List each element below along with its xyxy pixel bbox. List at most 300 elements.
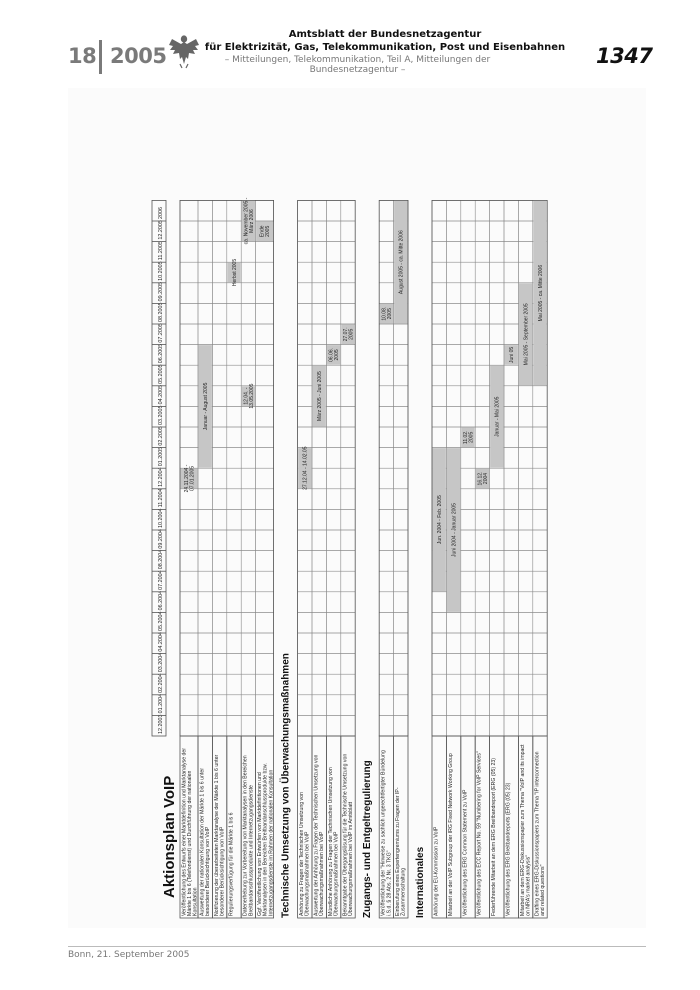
timeline-bar-label: 2005 (348, 328, 355, 340)
grid-cell (518, 262, 532, 283)
row-text-2-1: Zusammenschaltung (400, 867, 407, 916)
grid-cell (212, 386, 226, 407)
grid-cell (432, 365, 446, 386)
grid-cell (180, 509, 198, 530)
grid-cell (475, 530, 489, 551)
row-text-3-3: Veröffentlichung des ECC Report No. 59 "Numbering for VoIP Services" (476, 751, 483, 916)
grid-cell (518, 612, 532, 633)
grid-cell (241, 468, 255, 489)
grid-cell (461, 509, 475, 530)
row-text-2-1: Einberufung eines Expertengremiums zu Fragen der IP- (395, 787, 402, 916)
grid-cell (533, 715, 547, 736)
grid-cell (298, 221, 312, 242)
grid-cell (198, 509, 212, 530)
grid-cell (312, 221, 326, 242)
timeline-bar-label: Juni 05 (509, 346, 515, 363)
grid-cell (394, 695, 408, 716)
timeline-bar-label: 07.01.2005 (189, 465, 196, 492)
grid-cell (394, 509, 408, 530)
grid-cell (198, 571, 212, 592)
month-header-06.2005: 06.2005 (158, 343, 164, 364)
grid-cell (256, 365, 274, 386)
grid-cell (227, 571, 241, 592)
grid-cell (379, 551, 393, 572)
row-text-1-0: Anhörung zu Fragen der Technischen Umsetzung von (299, 792, 306, 916)
grid-cell (198, 654, 212, 675)
month-header-05.2004: 05.2004 (158, 611, 164, 631)
grid-cell (341, 200, 355, 221)
grid-cell (227, 386, 241, 407)
grid-cell (379, 345, 393, 366)
grid-cell (212, 200, 226, 221)
grid-cell (227, 530, 241, 551)
grid-cell (298, 262, 312, 283)
grid-cell (312, 551, 326, 572)
grid-cell (518, 427, 532, 448)
grid-cell (533, 551, 547, 572)
grid-cell (446, 283, 460, 304)
grid-cell (446, 695, 460, 716)
grid-cell (341, 468, 355, 489)
grid-cell (379, 509, 393, 530)
grid-cell (298, 592, 312, 613)
row-text-0-2: Notifizierung der überarbeiteten Marktanalyse der Märkte 1 bis 6 unter (213, 754, 220, 916)
grid-cell (341, 345, 355, 366)
grid-cell (432, 715, 446, 736)
row-text-3-7: and related questions" (539, 864, 546, 916)
grid-cell (212, 303, 226, 324)
row-text-0-5: Ggf. Veröffentlichung von Entwürfen von Marktdefinitionen und (257, 772, 264, 916)
grid-cell (504, 283, 518, 304)
grid-cell (180, 571, 198, 592)
journal-title-line2: für Elektrizität, Gas, Telekommunikation, Post und Eisenbahnen (204, 41, 566, 53)
grid-cell (180, 283, 198, 304)
grid-cell (432, 674, 446, 695)
grid-cell (490, 489, 504, 510)
grid-cell (461, 365, 475, 386)
grid-cell (341, 530, 355, 551)
timeline-bar-label: 13.05.2005 (248, 383, 255, 409)
timeline-bar-label: Mai 2005 - September 2005 (523, 303, 530, 366)
grid-cell (518, 654, 532, 675)
grid-cell (504, 489, 518, 510)
grid-cell (298, 674, 312, 695)
row-text-1-3: Überwachungsmaßnahmen bei VoIP im Amtsblatt (347, 801, 354, 916)
grid-cell (212, 633, 226, 654)
grid-cell (461, 715, 475, 736)
grid-cell (256, 406, 274, 427)
month-header-12.2004: 12.2004 (158, 467, 164, 487)
grid-cell (241, 715, 255, 736)
grid-cell (312, 303, 326, 324)
month-header-10.2005: 10.2005 (158, 261, 164, 281)
grid-cell (256, 283, 274, 304)
grid-cell (475, 406, 489, 427)
grid-cell (504, 592, 518, 613)
grid-cell (394, 530, 408, 551)
grid-cell (394, 386, 408, 407)
grid-cell (212, 674, 226, 695)
grid-cell (312, 633, 326, 654)
grid-cell (256, 571, 274, 592)
row-text-2-0: i.S.d. § 28 Abs. 2 Nr. 3 TKG" (386, 850, 393, 916)
grid-cell (227, 551, 241, 572)
grid-cell (504, 448, 518, 469)
grid-cell (341, 715, 355, 736)
grid-cell (227, 406, 241, 427)
grid-cell (432, 386, 446, 407)
grid-cell (326, 365, 340, 386)
action-plan-table (68, 88, 646, 928)
grid-cell (446, 633, 460, 654)
grid-cell (446, 365, 460, 386)
grid-cell (312, 571, 326, 592)
grid-cell (180, 695, 198, 716)
grid-cell (326, 303, 340, 324)
grid-cell (394, 571, 408, 592)
grid-cell (180, 633, 198, 654)
grid-cell (298, 612, 312, 633)
grid-cell (461, 200, 475, 221)
row-text-0-5: Internetzugangsdienste im Rahmen der nationalen Konsultation (268, 769, 275, 916)
grid-cell (461, 324, 475, 345)
grid-cell (241, 633, 255, 654)
grid-cell (504, 406, 518, 427)
month-header-03.2005: 03.2005 (158, 405, 164, 425)
grid-cell (518, 200, 532, 221)
grid-cell (198, 551, 212, 572)
grid-cell (298, 283, 312, 304)
grid-cell (475, 365, 489, 386)
grid-cell (461, 489, 475, 510)
grid-cell (533, 448, 547, 469)
grid-cell (241, 324, 255, 345)
timeline-bar-label: Januar - August 2005 (203, 382, 209, 431)
grid-cell (326, 612, 340, 633)
grid-cell (490, 654, 504, 675)
month-header-11.2004: 11.2004 (158, 488, 164, 508)
grid-cell (227, 674, 241, 695)
grid-cell (475, 386, 489, 407)
month-header-09.2005: 09.2005 (158, 281, 164, 302)
timeline-bar-label: Mai 2005 - ca. Mitte 2006 (537, 264, 544, 322)
row-text-0-5: Marktanalysen in den Bereichen Breitbandanschlussprodukte bzw. (262, 763, 269, 916)
grid-cell (241, 303, 255, 324)
grid-cell (490, 612, 504, 633)
grid-cell (518, 695, 532, 716)
grid-cell (212, 448, 226, 469)
grid-cell (198, 242, 212, 263)
grid-cell (326, 551, 340, 572)
page-number: 1347 (596, 44, 653, 68)
grid-cell (379, 221, 393, 242)
grid-cell (379, 674, 393, 695)
grid-cell (475, 654, 489, 675)
grid-cell (198, 592, 212, 613)
grid-cell (446, 242, 460, 263)
grid-cell (504, 715, 518, 736)
grid-cell (212, 324, 226, 345)
grid-cell (394, 715, 408, 736)
grid-cell (341, 242, 355, 263)
grid-cell (518, 242, 532, 263)
grid-cell (326, 468, 340, 489)
grid-cell (227, 448, 241, 469)
grid-cell (312, 283, 326, 304)
grid-cell (504, 365, 518, 386)
row-text-1-3: Bekanntgabe der Übergangslösung für die Technische Umsetzung von (342, 753, 349, 916)
grid-cell (298, 551, 312, 572)
grid-cell (504, 221, 518, 242)
grid-cell (446, 406, 460, 427)
grid-cell (312, 324, 326, 345)
grid-cell (241, 592, 255, 613)
grid-cell (326, 448, 340, 469)
row-text-0-3: Regulierungsverfügung für die Märkte 1 bis 6 (228, 812, 235, 916)
grid-cell (227, 221, 241, 242)
grid-cell (446, 674, 460, 695)
grid-cell (490, 324, 504, 345)
grid-cell (341, 695, 355, 716)
timeline-bar-label: 27.12.04 - 14.02.05 (302, 446, 309, 490)
grid-cell (212, 221, 226, 242)
grid-cell (446, 221, 460, 242)
grid-cell (475, 303, 489, 324)
grid-cell (475, 283, 489, 304)
grid-cell (379, 386, 393, 407)
grid-cell (461, 571, 475, 592)
timeline-bar-label: August 2005 - ca. Mitte 2006 (398, 230, 405, 295)
grid-cell (256, 200, 274, 221)
row-text-1-1: Überwachungsmaßnahmen bei VoIP (319, 831, 326, 916)
grid-cell (461, 695, 475, 716)
grid-cell (312, 612, 326, 633)
grid-cell (394, 406, 408, 427)
grid-cell (518, 448, 532, 469)
month-header-04.2004: 04.2004 (158, 632, 164, 652)
grid-cell (379, 283, 393, 304)
month-header-12.2005: 12.2005 (158, 220, 164, 240)
grid-cell (432, 592, 446, 613)
timeline-bar-label: 2005 (468, 431, 475, 443)
grid-cell (461, 592, 475, 613)
grid-cell (326, 571, 340, 592)
grid-cell (504, 530, 518, 551)
timeline-bar-label: 16.12. (477, 471, 484, 486)
grid-cell (475, 345, 489, 366)
grid-cell (198, 633, 212, 654)
grid-cell (341, 448, 355, 469)
grid-cell (432, 633, 446, 654)
grid-cell (533, 509, 547, 530)
grid-cell (180, 551, 198, 572)
grid-cell (298, 345, 312, 366)
grid-cell (461, 262, 475, 283)
grid-cell (490, 303, 504, 324)
grid-cell (518, 221, 532, 242)
row-text-0-1: Auswertung der nationalen Konsultation der Märkte 1 bis 6 unter (199, 768, 206, 916)
grid-cell (180, 365, 198, 386)
grid-cell (432, 612, 446, 633)
grid-cell (379, 571, 393, 592)
grid-cell (341, 654, 355, 675)
grid-cell (212, 283, 226, 304)
grid-cell (341, 283, 355, 304)
grid-cell (256, 530, 274, 551)
grid-cell (518, 715, 532, 736)
grid-cell (533, 695, 547, 716)
row-text-2-0: Veröffentlichung der "Hinweise zu sachlich ungerechtfertigter Bündelung (380, 750, 387, 916)
grid-cell (504, 674, 518, 695)
grid-cell (212, 695, 226, 716)
grid-cell (518, 674, 532, 695)
grid-cell (432, 654, 446, 675)
grid-cell (180, 262, 198, 283)
grid-cell (461, 345, 475, 366)
grid-cell (461, 283, 475, 304)
grid-cell (198, 200, 212, 221)
grid-cell (341, 551, 355, 572)
grid-cell (475, 674, 489, 695)
month-header-2006: 2006 (158, 207, 164, 219)
grid-cell (461, 303, 475, 324)
grid-cell (312, 695, 326, 716)
grid-cell (298, 633, 312, 654)
grid-cell (180, 242, 198, 263)
grid-cell (326, 386, 340, 407)
row-text-3-6: on NRA's market analysis" (525, 854, 532, 916)
grid-cell (227, 468, 241, 489)
grid-cell (379, 695, 393, 716)
timeline-bar-label: 2004 (482, 472, 489, 485)
grid-cell (518, 489, 532, 510)
grid-cell (298, 365, 312, 386)
grid-cell (432, 427, 446, 448)
grid-cell (227, 654, 241, 675)
month-header-02.2004: 02.2004 (158, 673, 164, 693)
row-text-1-1: Auswertung der Anhörung zu Fragen der Technischen Umsetzung von (313, 754, 320, 916)
grid-cell (298, 200, 312, 221)
grid-cell (446, 262, 460, 283)
grid-cell (461, 612, 475, 633)
month-header-10.2004: 10.2004 (158, 508, 164, 528)
row-text-0-4: Breitbandanschlussprodukte und Internetzugangsdienste (248, 785, 255, 916)
row-text-1-2: Mündliche Anhörung zu Fragen der Technischen Umsetzung von (327, 767, 334, 916)
grid-cell (227, 324, 241, 345)
grid-cell (241, 262, 255, 283)
grid-cell (298, 324, 312, 345)
grid-cell (198, 489, 212, 510)
grid-cell (533, 612, 547, 633)
grid-cell (379, 592, 393, 613)
grid-cell (446, 303, 460, 324)
grid-cell (298, 695, 312, 716)
grid-cell (312, 427, 326, 448)
grid-cell (475, 262, 489, 283)
grid-cell (212, 489, 226, 510)
grid-cell (256, 448, 274, 469)
grid-cell (256, 468, 274, 489)
grid-cell (518, 633, 532, 654)
grid-cell (298, 303, 312, 324)
grid-cell (394, 365, 408, 386)
grid-cell (212, 612, 226, 633)
grid-cell (198, 468, 212, 489)
timeline-bar-label: Ende (259, 225, 266, 238)
grid-cell (198, 612, 212, 633)
grid-cell (504, 551, 518, 572)
grid-cell (212, 427, 226, 448)
month-header-01.2005: 01.2005 (158, 446, 164, 467)
timeline-bar-label: 24.11.2004 - (184, 464, 191, 493)
grid-cell (461, 221, 475, 242)
journal-subtitle: – Mitteilungen, Telekommunikation, Teil A, Mitteilungen der Bundesnetzagentur – (224, 55, 491, 75)
grid-cell (198, 695, 212, 716)
grid-cell (518, 468, 532, 489)
grid-cell (475, 551, 489, 572)
grid-cell (298, 509, 312, 530)
grid-cell (256, 551, 274, 572)
grid-cell (490, 509, 504, 530)
grid-cell (490, 468, 504, 489)
grid-cell (212, 571, 226, 592)
timeline-bar-label: ca. November 2005 - (243, 197, 250, 245)
grid-cell (180, 674, 198, 695)
scanned-action-plan (68, 88, 646, 928)
row-text-3-5: Veröffentlichung des ERG Breitbandreports (ERG (05) 23) (505, 782, 512, 916)
grid-cell (341, 674, 355, 695)
grid-cell (227, 303, 241, 324)
grid-cell (461, 654, 475, 675)
plan-title: Aktionsplan VoIP (161, 775, 178, 898)
timeline-bar-label: 2005 (334, 349, 341, 361)
grid-cell (490, 715, 504, 736)
row-text-0-4: Datenerhebung zur Vorbereitung von Marktanalysen in den Bereichen (242, 755, 249, 916)
month-header-08.2005: 08.2005 (158, 302, 164, 322)
grid-cell (379, 200, 393, 221)
grid-cell (326, 406, 340, 427)
grid-cell (394, 654, 408, 675)
grid-cell (475, 324, 489, 345)
grid-cell (490, 695, 504, 716)
section-title-1: Technische Umsetzung von Überwachungsmaßnahmen (280, 653, 292, 918)
grid-cell (394, 324, 408, 345)
grid-cell (504, 262, 518, 283)
grid-cell (504, 571, 518, 592)
row-text-3-7: Drafting eines ERG-Diskussionspapiers zum Thema "IP interconnection (534, 751, 541, 916)
grid-cell (432, 303, 446, 324)
grid-cell (256, 509, 274, 530)
row-text-0-0: Veröffentlichung des Entwurfs einer Marktdefinition und Marktanalyse der (181, 747, 188, 916)
timeline-bar-label: 2005 (265, 225, 272, 237)
grid-cell (312, 509, 326, 530)
grid-cell (312, 448, 326, 469)
section-title-3: Internationales (415, 846, 426, 918)
timeline-bar-label: 11.02. (463, 430, 470, 445)
month-header-11.2005: 11.2005 (158, 241, 164, 261)
grid-cell (312, 262, 326, 283)
grid-cell (394, 551, 408, 572)
grid-cell (212, 715, 226, 736)
grid-cell (446, 345, 460, 366)
month-header-01.2004: 01.2004 (158, 693, 164, 714)
grid-cell (518, 530, 532, 551)
grid-cell (298, 242, 312, 263)
grid-cell (341, 633, 355, 654)
grid-cell (379, 448, 393, 469)
grid-cell (180, 715, 198, 736)
grid-cell (518, 551, 532, 572)
